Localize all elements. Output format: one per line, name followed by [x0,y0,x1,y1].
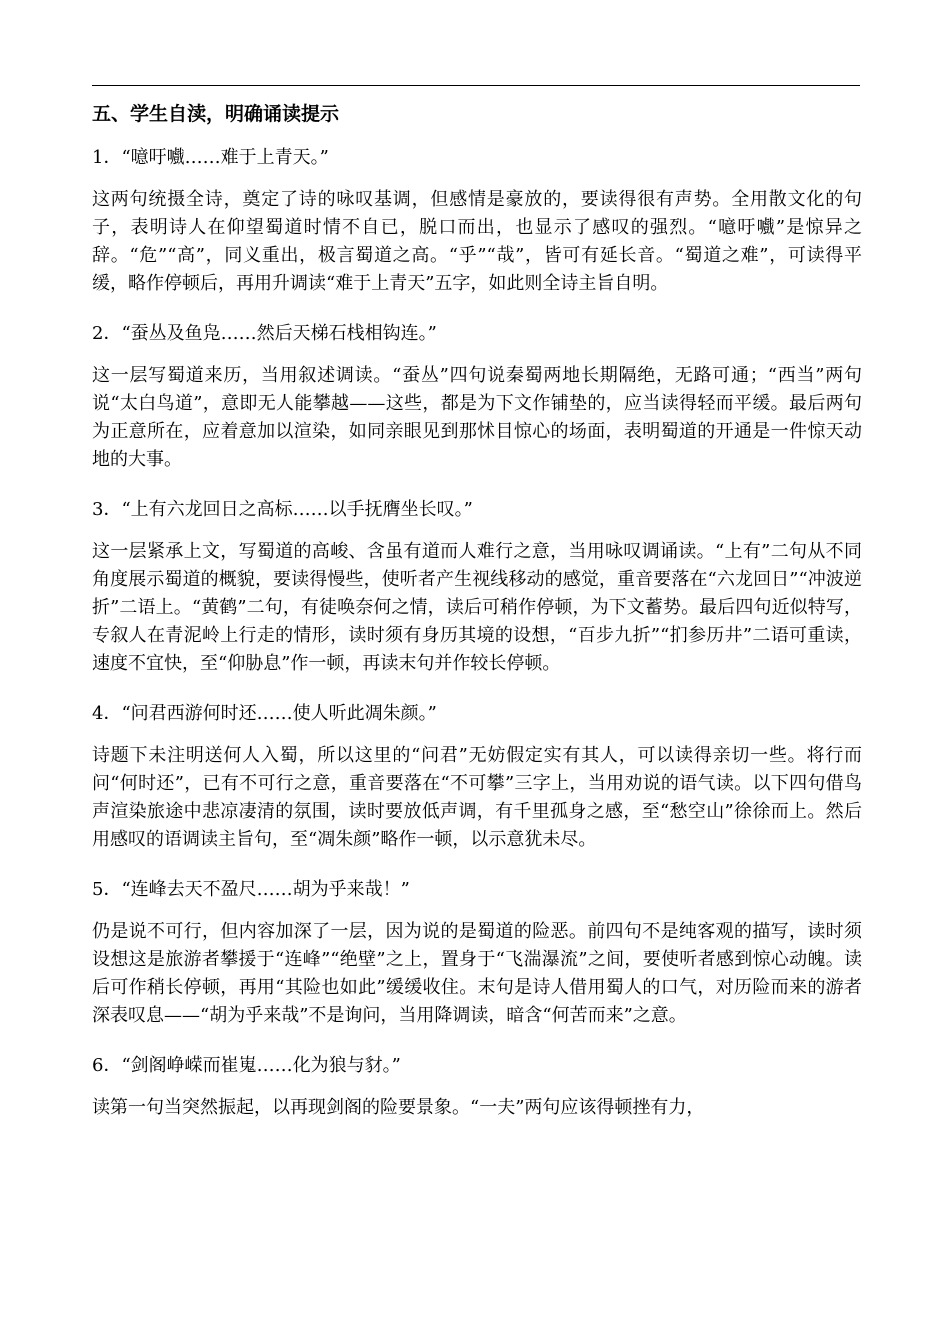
section-heading: 五、学生自渎，明确诵读提示 [92,103,340,125]
item-title-5: 5．“连峰去天不盈尺……胡为乎来哉！” [92,879,410,900]
header-rule [92,85,860,86]
item-title-3: 3．“上有六龙回日之高标……以手抚膺坐长叹。” [92,499,473,520]
item-title-1: 1．“噫吁嚱……难于上青天。” [92,147,329,168]
item-body-3: 这一层紧承上文，写蜀道的高峻、含虽有道而人难行之意，当用咏叹调诵读。“上有”二句从不同角度展示蜀道的概貌，要读得慢些，使听者产生视线移动的感觉，重音要落在“六龙回日”“冲波逆折”二语上。“黄鹤”二句，有徒唤奈何之情，读后可稍作停顿，为下文蓄势。最后四句近似特写，专叙人在青泥岭上行走的情形，读时须有身历其境的设想，“百步九折”“扪参历井”二语可重读，速度不宜快，至“仰胁息”作一顿，再读末句并作较长停顿。 [92,541,862,674]
item-title-2: 2．“蚕丛及鱼凫……然后天梯石栈相钩连。” [92,323,437,344]
item-body-2: 这一层写蜀道来历，当用叙述调读。“蚕丛”四句说秦蜀两地长期隔绝，无路可通；“西当”两句说“太白鸟道”，意即无人能攀越——这些，都是为下文作铺垫的，应当读得轻而平缓。最后两句为正意所在，应着意加以渲染，如同亲眼见到那怵目惊心的场面，表明蜀道的开通是一件惊天动地的大事。 [92,365,862,470]
item-title-4: 4．“问君西游何时还……使人听此凋朱颜。” [92,703,437,724]
item-body-5: 仍是说不可行，但内容加深了一层，因为说的是蜀道的险恶。前四句不是纯客观的描写，读时须设想这是旅游者攀援于“连峰”“绝壁”之上，置身于“飞湍瀑流”之间，要使听者感到惊心动魄。读后可作稍长停顿，再用“其险也如此”缓缓收住。末句是诗人借用蜀人的口气，对历险而来的游者深表叹息——“胡为乎来哉”不是询问，当用降调读，暗含“何苦而来”之意。 [92,921,862,1026]
item-body-4: 诗题下未注明送何人入蜀，所以这里的“问君”无妨假定实有其人，可以读得亲切一些。将行而问“何时还”，已有不可行之意，重音要落在“不可攀”三字上，当用劝说的语气读。以下四句借鸟声渲染旅途中悲凉凄清的氛围，读时要放低声调，有千里孤身之感，至“愁空山”徐徐而上。然后用感叹的语调读主旨句，至“凋朱颜”略作一顿，以示意犹未尽。 [92,745,862,850]
document-body [92,96,862,1140]
item-body-6: 读第一句当突然振起，以再现剑阁的险要景象。“一夫”两句应该得顿挫有力， [92,1097,705,1118]
item-body-1: 这两句统摄全诗，奠定了诗的咏叹基调，但感情是豪放的，要读得很有声势。全用散文化的句子，表明诗人在仰望蜀道时情不自已，脱口而出，也显示了感叹的强烈。“噫吁嚱”是惊异之辞。“危”“高”，同义重出，极言蜀道之高。“乎”“哉”，皆可有延长音。“蜀道之难”，可读得平缓，略作停顿后，再用升调读“难于上青天”五字，如此则全诗主旨自明。 [92,189,862,294]
item-title-6: 6．“剑阁峥嵘而崔嵬……化为狼与豺。” [92,1055,401,1076]
